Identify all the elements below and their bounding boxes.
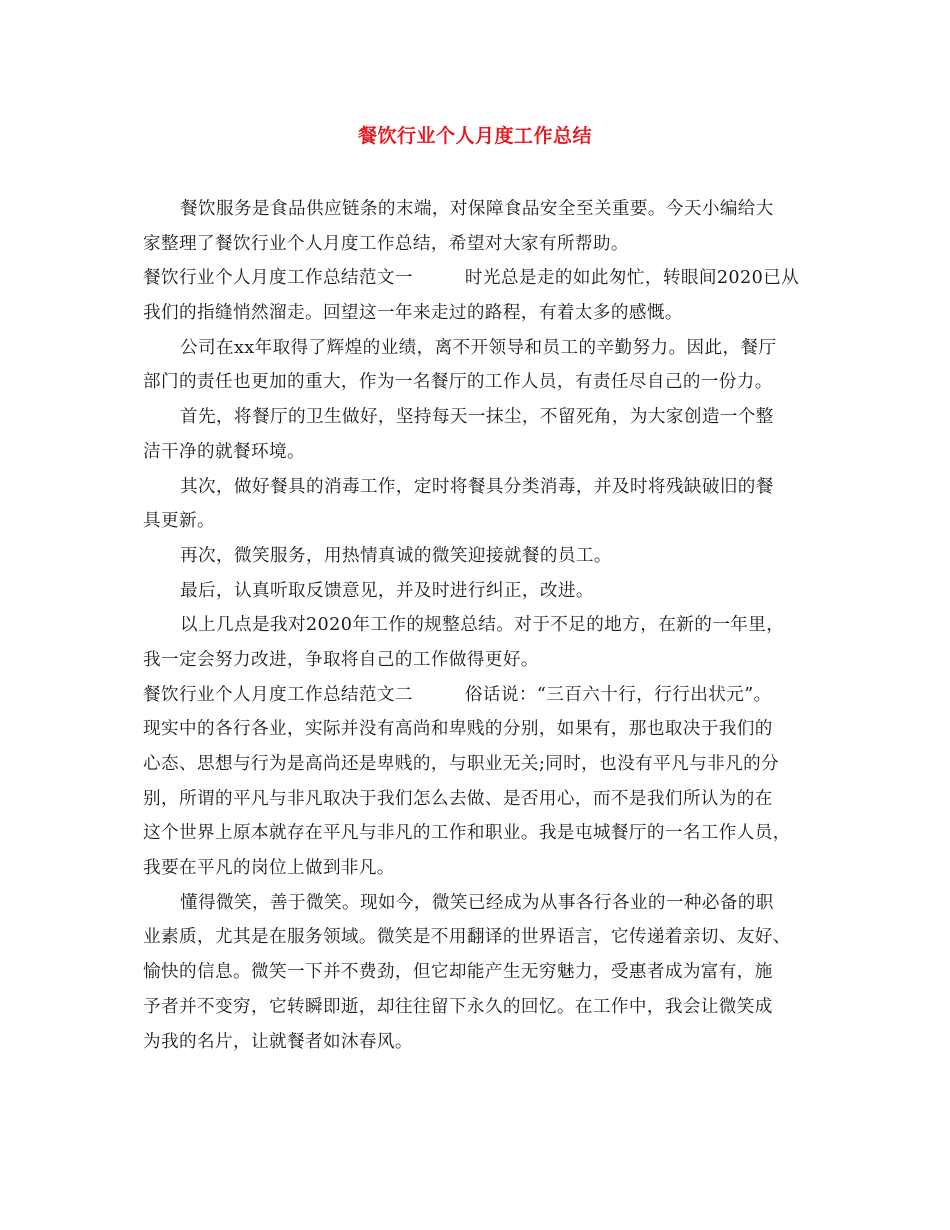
paragraph-line: 首先，将餐厅的卫生做好，坚持每天一抹尘，不留死角，为大家创造一个整 bbox=[180, 407, 774, 428]
paragraph-line: 心态、思想与行为是高尚还是卑贱的，与职业无关;同时，也没有平凡与非凡的分 bbox=[143, 754, 780, 774]
paragraph-line: 愉快的信息。微笑一下并不费劲，但它却能产生无穷魅力，受惠者成为富有，施 bbox=[143, 962, 773, 983]
paragraph-line: 具更新。 bbox=[143, 511, 215, 532]
paragraph-line: 部门的责任也更加的重大，作为一名餐厅的工作人员，有责任尽自己的一份力。 bbox=[143, 372, 773, 393]
paragraph-text: 时光总是走的如此匆忙，转眼间2020已从 bbox=[464, 268, 800, 289]
paragraph-line: 为我的名片，让就餐者如沐春风。 bbox=[143, 1031, 413, 1052]
section-heading-line bbox=[143, 678, 815, 713]
paragraph-line: 我要在平凡的岗位上做到非凡。 bbox=[143, 858, 395, 879]
paragraph-line: 懂得微笑，善于微笑。现如今，微笑已经成为从事各行各业的一种必备的职 bbox=[180, 892, 774, 913]
section-heading-line bbox=[143, 261, 815, 296]
paragraph-text: 俗话说：“三百六十行，行行出状元”。 bbox=[464, 684, 772, 705]
paragraph-line: 餐饮服务是食品供应链条的末端，对保障食品安全至关重要。今天小编给大 bbox=[180, 199, 774, 219]
paragraph-line: 我们的指缝悄然溜走。回望这一年来走过的路程，有着太多的感慨。 bbox=[143, 303, 683, 324]
paragraph-line: 其次，做好餐具的消毒工作，定时将餐具分类消毒，并及时将残缺破旧的餐 bbox=[180, 476, 774, 497]
paragraph-line: 别，所谓的平凡与非凡取决于我们怎么去做、是否用心，而不是我们所认为的在 bbox=[143, 788, 773, 809]
paragraph-line: 予者并不变穷，它转瞬即逝，却往往留下永久的回忆。在工作中，我会让微笑成 bbox=[143, 996, 773, 1017]
paragraph-line: 再次，微笑服务，用热情真诚的微笑迎接就餐的员工。 bbox=[180, 545, 612, 566]
paragraph-line: 我一定会努力改进，争取将自己的工作做得更好。 bbox=[143, 649, 539, 670]
paragraph-line: 洁干净的就餐环境。 bbox=[143, 441, 305, 462]
section-heading: 餐饮行业个人月度工作总结范文二 bbox=[143, 684, 413, 705]
paragraph-line: 业素质，尤其是在服务领域。微笑是不用翻译的世界语言，它传递着亲切、友好、 bbox=[143, 927, 791, 948]
document-title: 餐饮行业个人月度工作总结 bbox=[357, 125, 592, 147]
paragraph-line: 家整理了餐饮行业个人月度工作总结，希望对大家有所帮助。 bbox=[143, 233, 629, 254]
paragraph-line: 以上几点是我对2020年工作的规整总结。对于不足的地方，在新的一年里， bbox=[180, 615, 785, 636]
paragraph-line: 这个世界上原本就存在平凡与非凡的工作和职业。我是屯城餐厅的一名工作人员， bbox=[143, 823, 791, 844]
paragraph-line: 公司在xx年取得了辉煌的业绩，离不开领导和员工的辛勤努力。因此，餐厅 bbox=[180, 337, 777, 358]
paragraph-line: 最后，认真听取反馈意见，并及时进行纠正，改进。 bbox=[180, 580, 594, 601]
document-body bbox=[143, 192, 815, 1059]
section-heading: 餐饮行业个人月度工作总结范文一 bbox=[143, 268, 413, 289]
paragraph-line: 现实中的各行各业，实际并没有高尚和卑贱的分别，如果有，那也取决于我们的 bbox=[143, 719, 773, 740]
